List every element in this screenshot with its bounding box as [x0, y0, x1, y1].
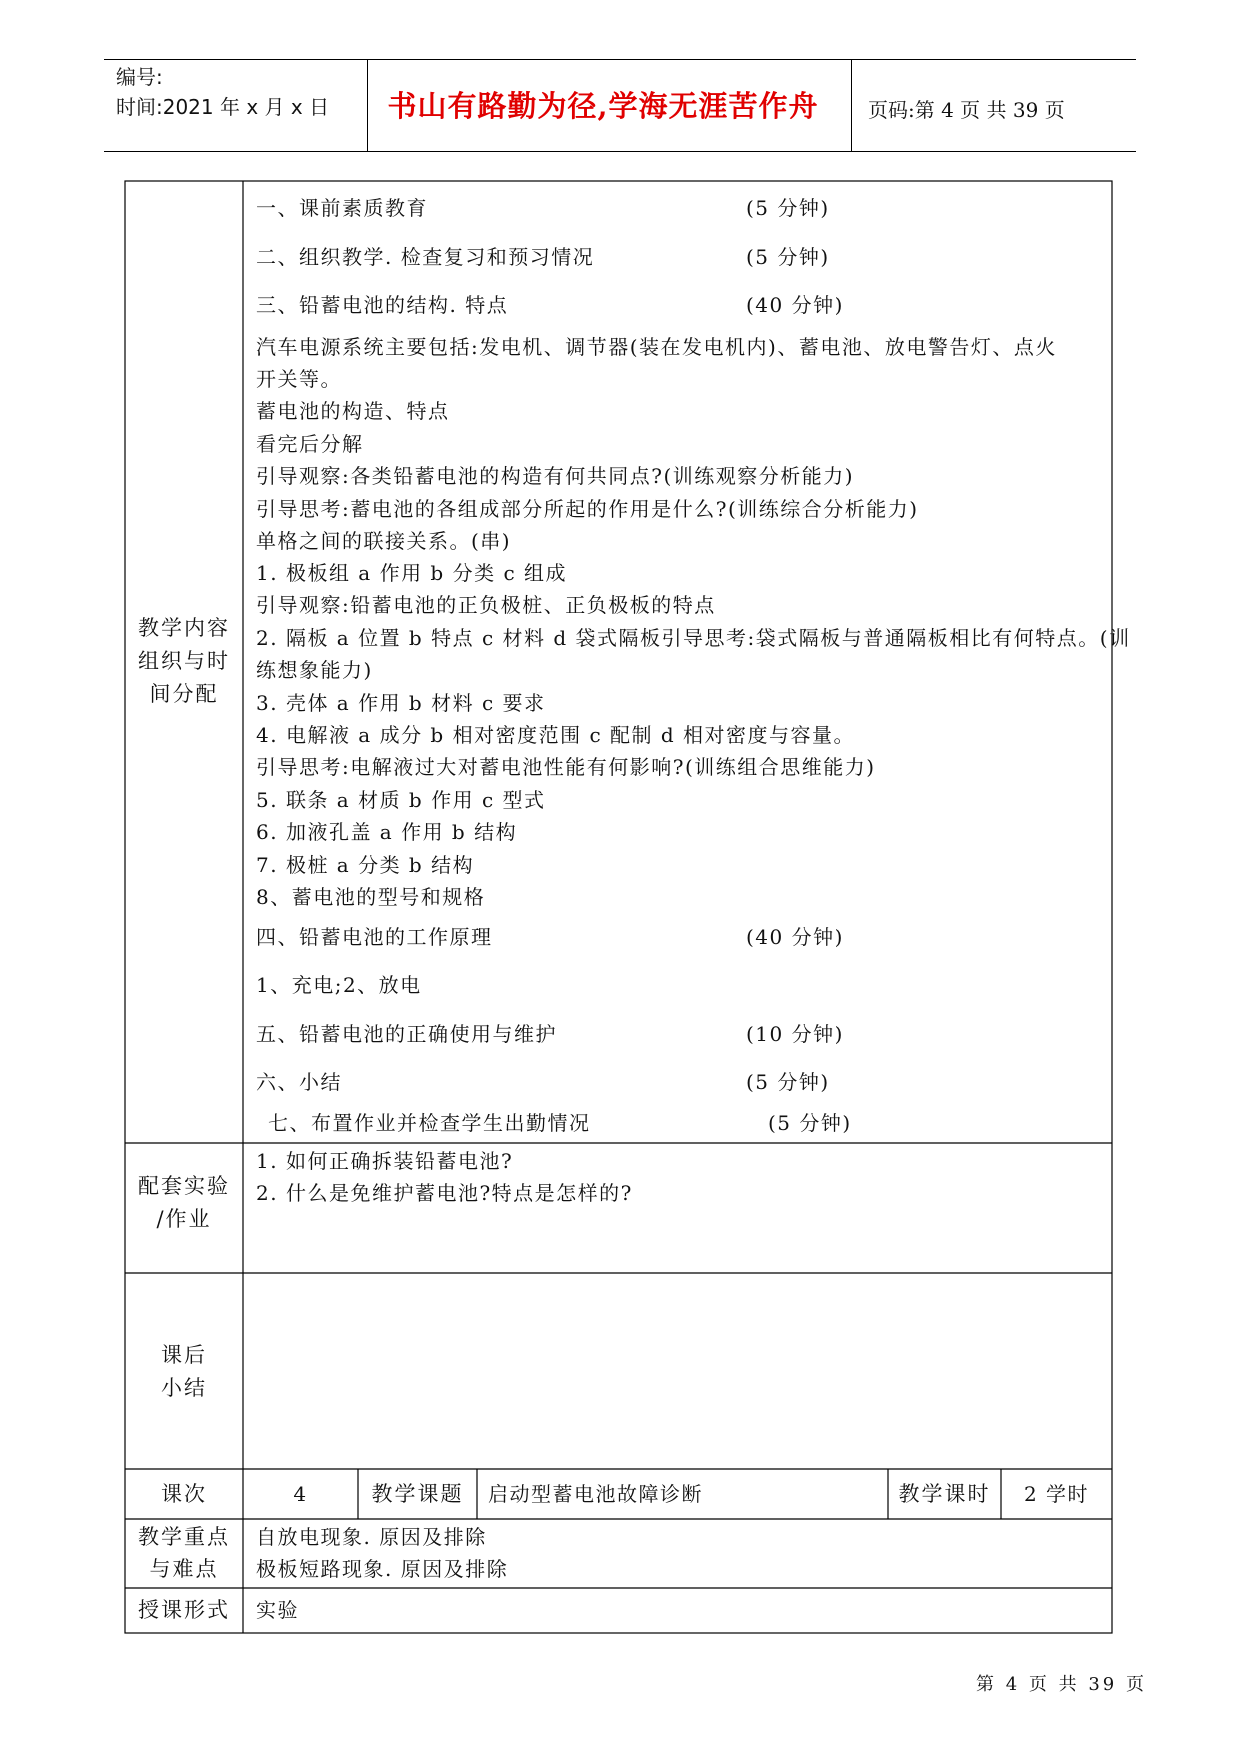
content-line: 8、蓄电池的型号和规格: [256, 885, 486, 909]
content-line: 二、组织教学. 检查复习和预习情况: [256, 245, 595, 269]
lesson-hours-value: 2 学时: [1023, 1482, 1090, 1506]
summary-label-line-1: 课后: [161, 1343, 207, 1367]
header-page-code: 页码:第 4 页 共 39 页: [868, 98, 1065, 122]
content-line: 6. 加液孔盖 a 作用 b 结构: [256, 820, 518, 844]
content-duration: (5 分钟): [746, 196, 830, 220]
homework-item-2: 2. 什么是免维护蓄电池?特点是怎样的?: [256, 1181, 633, 1205]
key-point-2: 极板短路现象. 原因及排除: [256, 1557, 509, 1581]
content-line: 引导思考:蓄电池的各组成部分所起的作用是什么?(训练综合分析能力): [256, 497, 919, 521]
page-footer: 第 4 页 共 39 页: [976, 1674, 1147, 1695]
homework-label-line-2: /作业: [156, 1207, 212, 1231]
content-label-line-2: 组织与时: [138, 649, 230, 673]
lesson-topic-value: 启动型蓄电池故障诊断: [488, 1482, 703, 1506]
lesson-number-value: 4: [293, 1482, 308, 1506]
homework-section-label: [125, 1170, 243, 1236]
doc-number-label: 编号:: [116, 65, 163, 89]
content-line: 3. 壳体 a 作用 b 材料 c 要求: [256, 691, 546, 715]
content-line: 汽车电源系统主要包括:发电机、调节器(装在发电机内)、蓄电池、放电警告灯、点火: [256, 335, 1057, 359]
content-line: 5. 联条 a 材质 b 作用 c 型式: [256, 788, 546, 812]
key-points-label-line-1: 教学重点: [138, 1525, 230, 1549]
content-line: 开关等。: [256, 367, 342, 391]
header-motto: 书山有路勤为径,学海无涯苦作舟: [387, 89, 819, 123]
content-line: 蓄电池的构造、特点: [256, 399, 450, 423]
doc-time-label: 时间:2021 年 x 月 x 日: [116, 95, 330, 119]
content-line: 七、布置作业并检查学生出勤情况: [268, 1111, 591, 1135]
lesson-topic-label: 教学课题: [371, 1482, 464, 1506]
content-line: 4. 电解液 a 成分 b 相对密度范围 c 配制 d 相对密度与容量。: [256, 723, 856, 747]
homework-item-1: 1. 如何正确拆装铅蓄电池?: [256, 1149, 514, 1173]
content-line: 7. 极桩 a 分类 b 结构: [256, 853, 475, 877]
content-duration: (10 分钟): [746, 1022, 844, 1046]
lesson-hours-label: 教学课时: [898, 1482, 991, 1506]
content-line: 练想象能力): [256, 658, 373, 682]
content-duration: (40 分钟): [746, 293, 844, 317]
lesson-number-label: 课次: [161, 1482, 207, 1506]
content-duration: (40 分钟): [746, 925, 844, 949]
content-line: 单格之间的联接关系。(串): [256, 529, 512, 553]
content-line: 四、铅蓄电池的工作原理: [256, 925, 493, 949]
content-line: 看完后分解: [256, 432, 364, 456]
content-duration: (5 分钟): [746, 1070, 830, 1094]
content-duration: (5 分钟): [746, 245, 830, 269]
content-section-label: [125, 612, 243, 711]
summary-label-line-2: 小结: [161, 1376, 207, 1400]
content-label-line-3: 间分配: [149, 682, 219, 706]
content-line: 一、课前素质教育: [256, 196, 428, 220]
content-line: 六、小结: [256, 1070, 342, 1094]
content-duration: (5 分钟): [768, 1111, 852, 1135]
format-label: 授课形式: [138, 1598, 230, 1622]
content-line: 五、铅蓄电池的正确使用与维护: [256, 1022, 557, 1046]
summary-section-label: [125, 1339, 243, 1405]
key-points-label: [125, 1521, 243, 1585]
key-point-1: 自放电现象. 原因及排除: [256, 1525, 487, 1549]
content-line: 引导观察:各类铅蓄电池的构造有何共同点?(训练观察分析能力): [256, 464, 855, 488]
content-line: 1、充电;2、放电: [256, 973, 422, 997]
content-line: 2. 隔板 a 位置 b 特点 c 材料 d 袋式隔板引导思考:袋式隔板与普通隔板相比有何特点。(训: [256, 626, 1131, 650]
homework-label-line-1: 配套实验: [138, 1174, 230, 1198]
content-line: 引导思考:电解液过大对蓄电池性能有何影响?(训练组合思维能力): [256, 755, 876, 779]
content-line: 三、铅蓄电池的结构. 特点: [256, 293, 509, 317]
key-points-label-line-2: 与难点: [149, 1557, 219, 1581]
content-line: 1. 极板组 a 作用 b 分类 c 组成: [256, 561, 568, 585]
content-label-line-1: 教学内容: [138, 616, 230, 640]
format-value: 实验: [256, 1598, 299, 1622]
content-line: 引导观察:铅蓄电池的正负极桩、正负极板的特点: [256, 593, 716, 617]
